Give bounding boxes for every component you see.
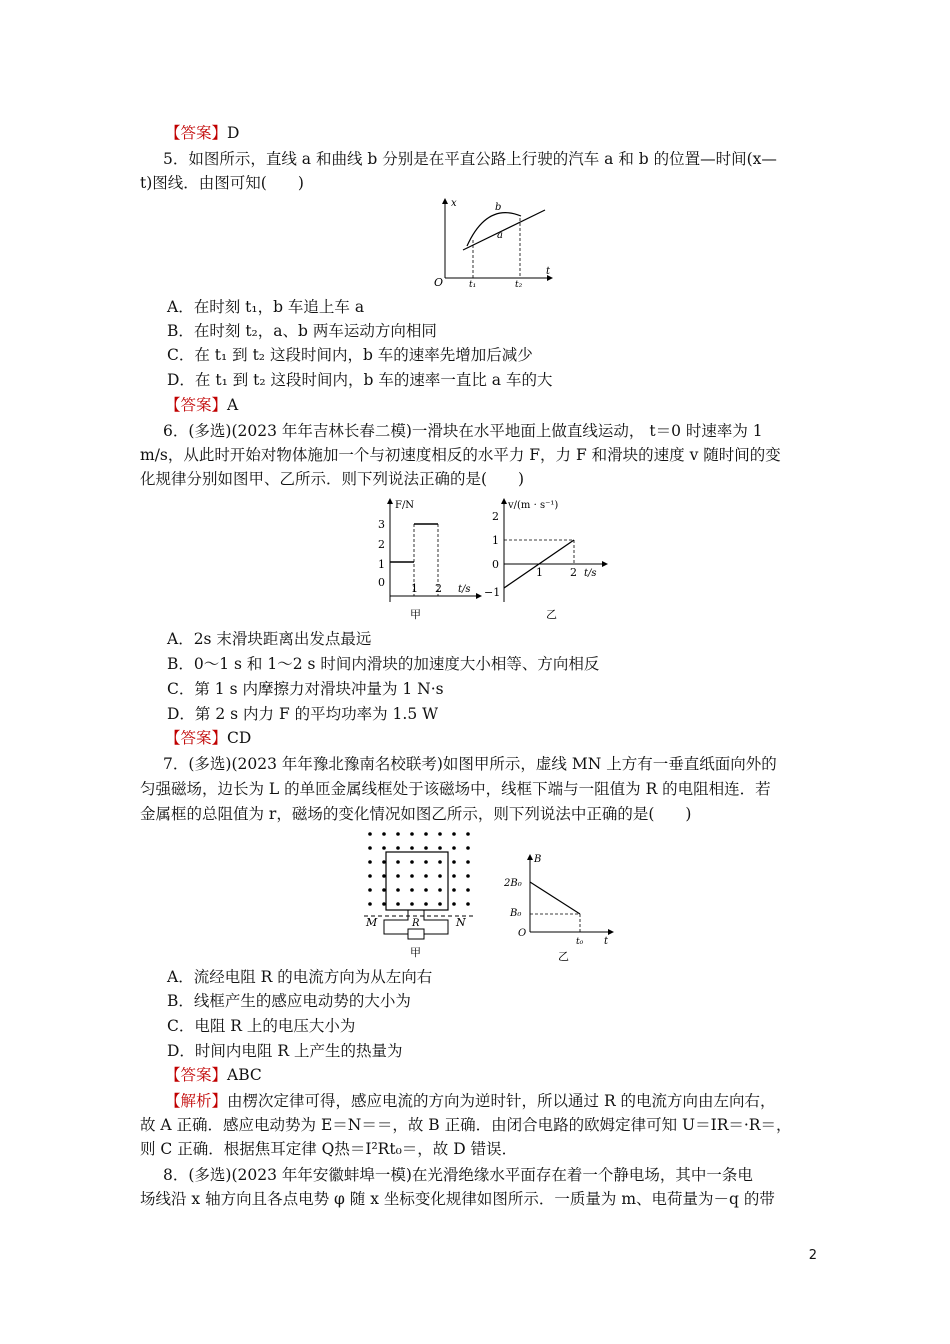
- q7-fig-caption-left: 甲: [410, 946, 421, 959]
- answer-label: 【答案】: [165, 729, 228, 747]
- q7-option-c: C．电阻 R 上的电压大小为: [167, 1017, 356, 1035]
- field-dot: [382, 888, 386, 892]
- q7-fig-caption-right: 乙: [558, 950, 569, 962]
- q7-option-b: B．线框产生的感应电动势的大小为: [167, 992, 411, 1010]
- q6-stem-line2: m/s，从此时开始对物体施加一个与初速度相反的水平力 F，力 F 和滑块的速度 v 随时间的变: [140, 446, 781, 464]
- q5-origin-label: O: [434, 276, 444, 288]
- q6-stem-line3: 化规律分别如图甲、乙所示．则下列说法正确的是( ): [140, 470, 525, 488]
- field-dot: [396, 888, 400, 892]
- answer-label: 【答案】: [165, 396, 228, 414]
- q6-f-caption: 甲: [410, 608, 421, 621]
- q6-v-xtick-1: 1: [536, 566, 543, 579]
- q6-v-tick-1: 1: [492, 534, 499, 547]
- q6-f-xtick-1: 1: [411, 582, 418, 595]
- q6-v-x-axis-label: t/s: [584, 568, 597, 579]
- q6-option-d: D．第 2 s 内力 F 的平均功率为 1.5 W: [167, 705, 439, 723]
- field-dot: [410, 860, 414, 864]
- answer-q7: [165, 1064, 845, 1086]
- field-dot: [410, 846, 414, 850]
- field-dot: [466, 902, 470, 906]
- q6-f-axis-label: F/N: [395, 500, 415, 511]
- q6-f-tick-0: 0: [378, 576, 385, 589]
- q5-label-a: a: [497, 230, 503, 241]
- answer-value: CD: [227, 729, 252, 747]
- field-dot: [438, 888, 442, 892]
- analysis-q7-line1: [165, 1090, 845, 1112]
- q6-velocity-graph: [480, 494, 610, 624]
- field-dot: [424, 846, 428, 850]
- label-r: R: [412, 918, 420, 929]
- answer-value: A: [227, 396, 239, 414]
- answer-label: 【答案】: [165, 124, 228, 142]
- field-dot: [424, 902, 428, 906]
- field-dot: [382, 846, 386, 850]
- q7-stem-line1: 7．(多选)(2023 年年豫北豫南名校联考)如图甲所示，虚线 MN 上方有一垂直纸面向外的: [163, 755, 777, 773]
- resistor-r: [408, 929, 424, 939]
- field-dot: [466, 888, 470, 892]
- field-dot: [438, 832, 442, 836]
- q8-stem-line1: 8．(多选)(2023 年年安徽蚌埠一模)在光滑绝缘水平面存在着一个静电场，其中一条电: [163, 1166, 753, 1184]
- field-dot: [382, 874, 386, 878]
- answer-q4: [165, 122, 845, 144]
- q7-stem-line3: 金属框的总阻值为 r，磁场的变化情况如图乙所示，则下列说法中正确的是( ): [140, 805, 692, 823]
- q5-option-c: C．在 t₁ 到 t₂ 这段时间内，b 车的速率先增加后减少: [167, 346, 533, 364]
- field-dot: [396, 902, 400, 906]
- q7-t-axis-label: t: [604, 936, 609, 947]
- field-dot: [466, 860, 470, 864]
- field-dot: [368, 832, 372, 836]
- field-dot: [396, 860, 400, 864]
- field-dot: [368, 860, 372, 864]
- field-dot: [424, 888, 428, 892]
- field-dot: [410, 832, 414, 836]
- label-n: N: [456, 916, 466, 929]
- q5-label-b: b: [495, 202, 502, 213]
- field-dot: [382, 860, 386, 864]
- analysis-label: 【解析】: [165, 1092, 228, 1110]
- field-dot: [466, 846, 470, 850]
- field-dot: [368, 846, 372, 850]
- field-dot: [424, 860, 428, 864]
- q6-f-tick-3: 3: [378, 518, 385, 531]
- q5-curve-b: [467, 213, 521, 246]
- answer-q6: [165, 727, 845, 749]
- q6-f-x-axis-label: t/s: [458, 584, 471, 595]
- field-dot: [368, 874, 372, 878]
- q6-v-xtick-2: 2: [570, 566, 577, 579]
- field-dot: [438, 860, 442, 864]
- q7-tick-t0: t₀: [576, 937, 584, 947]
- q6-f-tick-1: 1: [378, 558, 385, 571]
- q5-option-d: D．在 t₁ 到 t₂ 这段时间内，b 车的速率一直比 a 车的大: [167, 371, 553, 389]
- answer-q5: [165, 394, 845, 416]
- field-dot: [382, 832, 386, 836]
- field-dots: [368, 832, 470, 906]
- q6-v-tick-2: 2: [492, 510, 499, 523]
- q5-xt-graph: [425, 196, 555, 288]
- q7-b-line: [530, 882, 580, 914]
- analysis-q7-line2: 故 A 正确．感应电动势为 E＝N＝＝，故 B 正确．由闭合电路的欧姆定律可知 U＝IR＝·R＝，: [140, 1116, 792, 1134]
- field-dot: [438, 874, 442, 878]
- field-dot: [410, 874, 414, 878]
- analysis-q7-line3: 则 C 正确．根据焦耳定律 Q热＝I²Rt₀＝，故 D 错误．: [140, 1140, 518, 1158]
- q7-tick-b0: B₀: [510, 908, 522, 919]
- q5-stem-line1: 5．如图所示，直线 a 和曲线 b 分别是在平直公路上行驶的汽车 a 和 b 的位置—时间(x—: [163, 150, 777, 168]
- q6-v-tick-neg1: −1: [484, 586, 501, 599]
- field-dot: [452, 832, 456, 836]
- answer-value: D: [227, 124, 240, 142]
- q5-option-b: B．在时刻 t₂，a、b 两车运动方向相同: [167, 322, 437, 340]
- field-dot: [410, 902, 414, 906]
- q6-option-c: C．第 1 s 内摩擦力对滑块冲量为 1 N·s: [167, 680, 444, 698]
- q5-x-axis-label: t: [546, 266, 551, 277]
- q6-v-axis-label: v/(m · s⁻¹): [508, 500, 559, 511]
- q7-b-t-graph: [500, 852, 620, 962]
- q7-tick-2b0: 2B₀: [504, 878, 522, 889]
- q7-option-d: D．时间内电阻 R 上产生的热量为: [167, 1042, 403, 1060]
- field-dot: [452, 888, 456, 892]
- q7-option-a: A．流经电阻 R 的电流方向为从左向右: [167, 968, 433, 986]
- q7-b-axis-label: B: [534, 854, 542, 865]
- field-dot: [382, 902, 386, 906]
- q6-v-tick-0: 0: [492, 558, 499, 571]
- q5-tick-t2: t₂: [515, 280, 523, 288]
- q5-tick-t1: t₁: [469, 280, 477, 288]
- page-number: 2: [808, 1248, 817, 1263]
- field-dot: [466, 874, 470, 878]
- q7-stem-line2: 匀强磁场，边长为 L 的单匝金属线框处于该磁场中，线框下端与一阻值为 R 的电阻相连．若: [140, 780, 771, 798]
- q6-f-tick-2: 2: [378, 538, 385, 551]
- q7-magnetic-field-figure: [362, 826, 480, 960]
- field-dot: [396, 874, 400, 878]
- q5-y-axis-label: x: [451, 198, 457, 209]
- field-dot: [452, 846, 456, 850]
- q6-f-xtick-2: 2: [435, 582, 442, 595]
- answer-value: ABC: [227, 1066, 262, 1084]
- q6-v-caption: 乙: [546, 608, 557, 621]
- label-m: M: [366, 916, 378, 929]
- field-dot: [424, 874, 428, 878]
- field-dot: [410, 888, 414, 892]
- field-dot: [466, 832, 470, 836]
- field-dot: [396, 846, 400, 850]
- q6-force-graph: [366, 494, 482, 624]
- field-dot: [438, 846, 442, 850]
- q6-option-b: B．0～1 s 和 1～2 s 时间内滑块的加速度大小相等、方向相反: [167, 655, 600, 673]
- q6-stem-line1: 6．(多选)(2023 年年吉林长春二模)一滑块在水平地面上做直线运动， t＝0 时速率为 1: [163, 422, 763, 440]
- q7-tick-origin: O: [518, 928, 527, 939]
- field-dot: [438, 902, 442, 906]
- field-dot: [424, 832, 428, 836]
- field-dot: [452, 902, 456, 906]
- field-dot: [368, 902, 372, 906]
- q8-stem-line2: 场线沿 x 轴方向且各点电势 φ 随 x 坐标变化规律如图所示．一质量为 m、电荷量为－q 的带: [140, 1190, 775, 1208]
- q6-option-a: A．2s 末滑块距离出发点最远: [167, 630, 372, 648]
- answer-label: 【答案】: [165, 1066, 228, 1084]
- field-dot: [396, 832, 400, 836]
- q5-line-a: [463, 210, 545, 250]
- field-dot: [452, 874, 456, 878]
- field-dot: [368, 888, 372, 892]
- field-dot: [452, 860, 456, 864]
- q5-stem-line2: t)图线．由图可知( ): [140, 174, 304, 192]
- wire-frame: [386, 852, 448, 910]
- q5-option-a: A．在时刻 t₁，b 车追上车 a: [167, 298, 365, 316]
- analysis-text-1: 由楞次定律可得，感应电流的方向为逆时针，所以通过 R 的电流方向由左向右，: [227, 1092, 776, 1110]
